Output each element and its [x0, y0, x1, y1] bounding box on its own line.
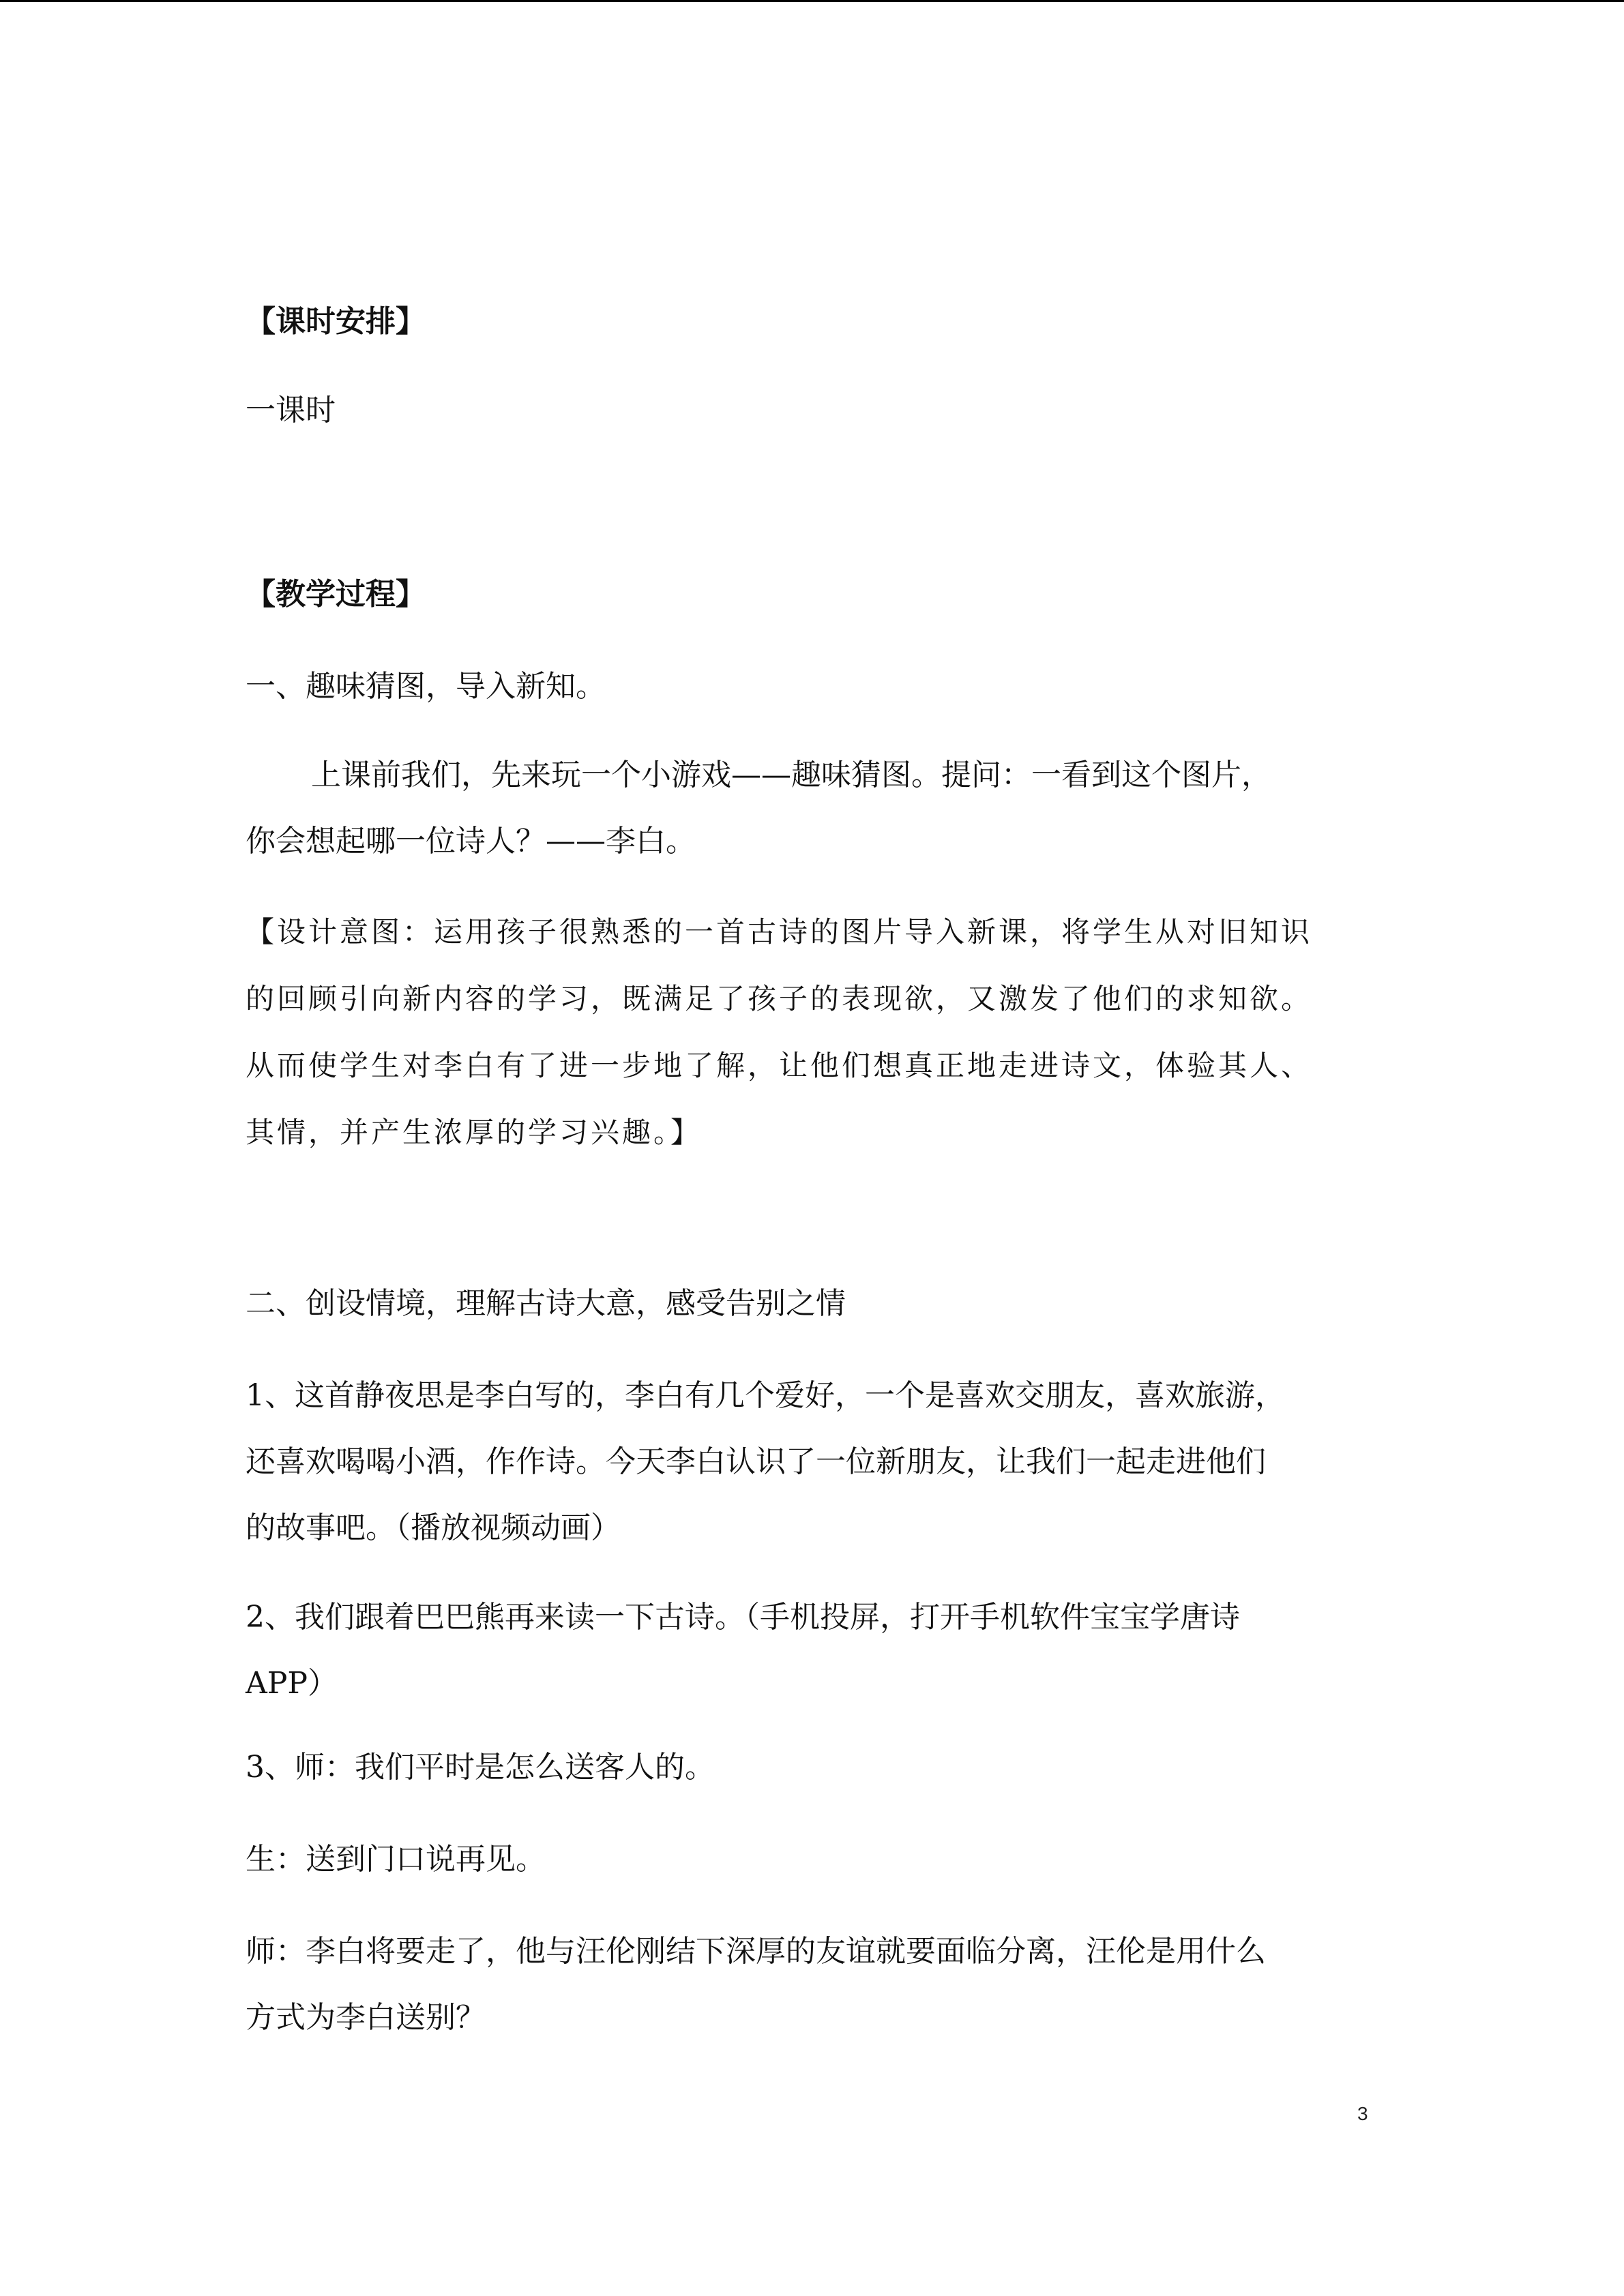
item1-line: 的故事吧。（播放视频动画）	[246, 1510, 621, 1545]
design-intent-line: 【设计意图：运用孩子很熟悉的一首古诗的图片导入新课，将学生从对旧知识	[246, 915, 1313, 949]
step1-title: 一、趣味猜图，导入新知。	[246, 669, 606, 704]
item1-line: 1、这首静夜思是李白写的，李白有几个爱好，一个是喜欢交朋友，喜欢旅游，	[246, 1378, 1285, 1413]
step2-title: 二、创设情境，理解古诗大意，感受告别之情	[246, 1286, 846, 1321]
schedule-heading: 【课时安排】	[246, 304, 426, 339]
teacher-paragraph	[246, 1909, 1378, 2059]
student-reply: 生：送到门口说再见。	[246, 1842, 546, 1877]
design-intent-line: 从而使学生对李白有了进一步地了解，让他们想真正地走进诗文，体验其人、	[246, 1049, 1313, 1082]
page-number: 3	[1357, 2103, 1368, 2124]
step1-paragraph-line: 上课前我们，先来玩一个小游戏——趣味猜图。提问：一看到这个图片，	[311, 758, 1271, 792]
schedule-value: 一课时	[246, 393, 336, 428]
process-heading: 【教学过程】	[246, 577, 426, 612]
item1-line: 还喜欢喝喝小酒，作作诗。今天李白认识了一位新朋友，让我们一起走进他们	[246, 1444, 1266, 1479]
item2-paragraph	[246, 1575, 1378, 1725]
design-intent-line: 的回顾引向新内容的学习，既满足了孩子的表现欲，又激发了他们的求知欲。	[246, 982, 1313, 1015]
design-intent-note	[246, 890, 1378, 1174]
step1-paragraph-line: 你会想起哪一位诗人？——李白。	[246, 824, 696, 859]
teacher-line: 师：李白将要走了，他与汪伦刚结下深厚的友谊就要面临分离，汪伦是用什么	[246, 1934, 1266, 1969]
teacher-line: 方式为李白送别？	[246, 2000, 486, 2035]
item3-line: 3、师：我们平时是怎么送客人的。	[246, 1750, 715, 1785]
step1-paragraph	[246, 733, 1378, 883]
item2-line: 2、我们跟着巴巴熊再来读一下古诗。（手机投屏，打开手机软件宝宝学唐诗	[246, 1600, 1240, 1635]
item2-line: APP）	[246, 1666, 338, 1701]
design-intent-line: 其情，并产生浓厚的学习兴趣。】	[246, 1116, 703, 1149]
item1-paragraph	[246, 1354, 1378, 1570]
